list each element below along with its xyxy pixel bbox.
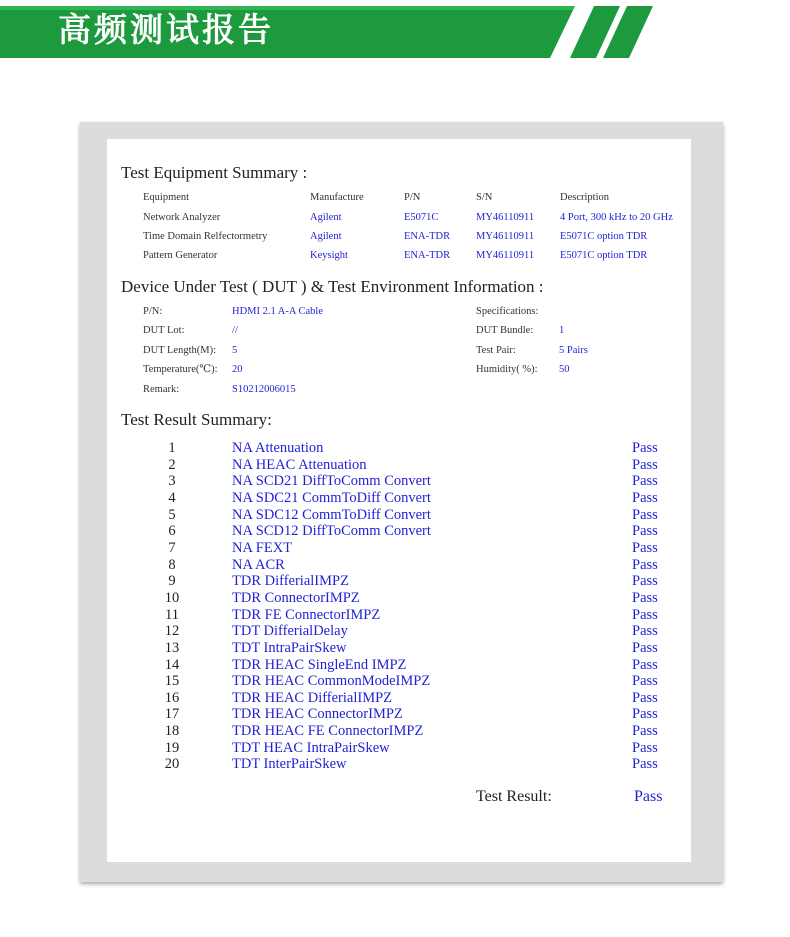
result-test-name: TDR HEAC CommonModeIMPZ [232,673,431,690]
result-number: 4 [168,489,176,506]
result-number: 18 [164,723,180,739]
humidity-label: Humidity( %): [476,364,538,375]
result-number: 3 [168,473,176,490]
result-test-name: NA SDC12 CommToDiff Convert [232,506,431,523]
result-test-name: NA Attenuation [232,440,324,456]
equipment-cell: Time Domain Relfectormetry [143,231,268,242]
result-status: Pass [632,489,658,506]
result-test-name: TDR HEAC ConnectorIMPZ [232,706,403,723]
result-test-name: TDT DifferialDelay [232,623,348,640]
result-status: Pass [632,456,658,473]
equipment-cell: MY46110911 [476,212,535,223]
pair-label: Test Pair: [476,345,516,356]
equipment-cell: ENA-TDR [404,231,451,242]
header-banner [0,0,790,60]
result-test-name: TDR HEAC FE ConnectorIMPZ [232,723,424,739]
result-status: Pass [632,473,658,490]
equipment-header-cell: P/N [404,192,421,203]
equipment-cell: ENA-TDR [404,250,451,261]
result-test-name: TDR DifferialIMPZ [232,573,349,590]
result-test-name: NA SCD21 DiffToComm Convert [232,473,431,490]
equipment-cell: E5071C [404,212,439,223]
equipment-header-cell: S/N [476,192,493,203]
spec-label: Specifications: [476,306,539,317]
result-test-name: NA SDC21 CommToDiff Convert [232,489,431,506]
page-title: 高频测试报告 [58,10,274,49]
equipment-header-cell: Manufacture [310,192,364,203]
result-number: 1 [168,440,176,456]
result-number: 7 [168,539,176,556]
result-test-name: TDR HEAC DifferialIMPZ [232,689,393,706]
equipment-cell: 4 Port, 300 kHz to 20 GHz [560,212,673,223]
length-value: 5 [232,345,238,356]
result-number: 19 [164,739,180,756]
result-number: 2 [168,456,176,473]
result-status: Pass [632,573,658,590]
lot-label: DUT Lot: [143,325,185,336]
result-status: Pass [632,739,658,756]
dut-section-title: Device Under Test ( DUT ) & Test Environment Information : [121,277,544,296]
result-test-name: TDR ConnectorIMPZ [232,589,360,606]
result-status: Pass [632,639,658,656]
result-status: Pass [632,589,658,606]
result-status: Pass [632,539,658,556]
result-test-name: TDR FE ConnectorIMPZ [232,606,381,623]
pn-label: P/N: [143,306,163,317]
pn-value: HDMI 2.1 A-A Cable [232,306,323,317]
equipment-header-cell: Equipment [143,192,190,203]
result-test-name: NA SCD12 DiffToComm Convert [232,523,431,540]
result-number: 16 [164,689,180,706]
length-label: DUT Length(M): [143,345,217,356]
result-number: 17 [164,706,180,723]
result-number: 13 [164,639,180,656]
result-status: Pass [632,556,658,573]
result-status: Pass [632,689,658,706]
result-test-name: NA ACR [232,556,285,573]
equipment-cell: Keysight [310,250,348,261]
result-test-name: NA HEAC Attenuation [232,456,367,473]
result-test-name: NA FEXT [232,539,293,556]
result-number: 10 [164,589,180,606]
equipment-cell: MY46110911 [476,231,535,242]
result-test-name: TDT InterPairSkew [232,756,347,773]
equipment-cell: Agilent [310,231,342,242]
result-number: 8 [168,556,176,573]
result-status: Pass [632,440,658,456]
result-number: 5 [168,506,176,523]
results-section-title: Test Result Summary: [121,410,272,429]
pair-value: 5 Pairs [559,345,588,356]
result-status: Pass [632,506,658,523]
result-number: 20 [164,756,180,773]
result-status: Pass [632,623,658,640]
result-test-name: TDT HEAC IntraPairSkew [232,739,390,756]
equipment-header-cell: Description [560,192,609,203]
result-status: Pass [632,673,658,690]
equipment-cell: E5071C option TDR [560,231,648,242]
equipment-section-title: Test Equipment Summary : [121,163,308,182]
result-number: 9 [168,573,176,590]
result-status: Pass [632,723,658,739]
bundle-value: 1 [559,325,565,336]
final-result-label: Test Result: [476,788,552,805]
equipment-cell: Agilent [310,212,342,223]
result-number: 14 [164,656,180,673]
result-number: 6 [168,523,176,540]
result-number: 11 [165,606,179,623]
temperature-label: Temperature(℃): [143,364,218,375]
result-test-name: TDR HEAC SingleEnd IMPZ [232,656,407,673]
result-number: 15 [164,673,180,690]
result-test-name: TDT IntraPairSkew [232,639,347,656]
bundle-label: DUT Bundle: [476,325,534,336]
temperature-value: 20 [232,364,243,375]
humidity-value: 50 [559,364,570,375]
equipment-cell: E5071C option TDR [560,250,648,261]
result-status: Pass [632,706,658,723]
result-number: 12 [164,623,180,640]
result-status: Pass [632,756,658,773]
lot-value: // [232,325,238,336]
result-status: Pass [632,656,658,673]
equipment-cell: Network Analyzer [143,212,221,223]
remark-value: S10212006015 [232,384,296,395]
equipment-cell: Pattern Generator [143,250,218,261]
remark-label: Remark: [143,384,180,395]
result-status: Pass [632,523,658,540]
final-result-value: Pass [634,788,663,805]
equipment-cell: MY46110911 [476,250,535,261]
result-status: Pass [632,606,658,623]
